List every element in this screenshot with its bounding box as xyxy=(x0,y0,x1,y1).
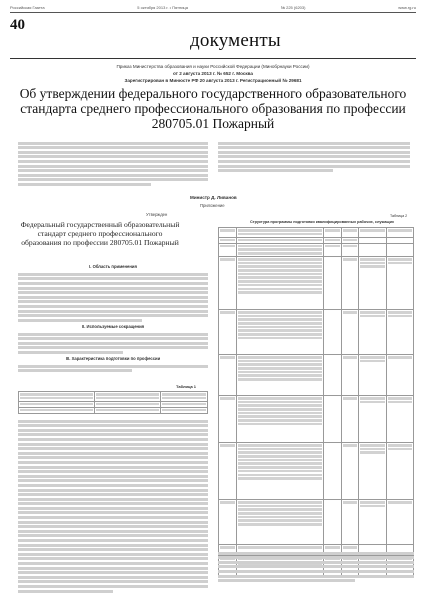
appendix-label: Приложение xyxy=(200,203,225,208)
document-headline: Об утверждении федерального государственного образовательного стандарта среднего профессионального образования по профессии 280705.01 Пожарный xyxy=(19,86,407,131)
right-column-lower xyxy=(218,550,414,584)
minister-signature: Министр Д. Ливанов xyxy=(190,195,237,200)
table-1 xyxy=(18,391,208,414)
section-heading-1: I. Область применения xyxy=(89,264,137,269)
preamble-right xyxy=(218,140,410,174)
signature-block xyxy=(190,195,237,201)
order-date: от 2 августа 2013 г. № 652 г. Москва xyxy=(172,71,253,76)
section-title: документы xyxy=(190,30,281,51)
table-1-caption: Таблица 1 xyxy=(176,384,197,389)
site-url: www.rg.ru xyxy=(398,4,416,10)
section-rule xyxy=(10,58,416,59)
standard-left-column xyxy=(18,262,208,374)
order-issuer: Приказ Министерства образования и науки Российской Федерации (Минобрнауки России) xyxy=(116,64,310,69)
page-number: 40 xyxy=(10,17,25,33)
table-2-note: Таблица 2 xyxy=(390,214,408,218)
structure-table xyxy=(218,227,414,577)
section-heading-3: III. Характеристика подготовки по профессии xyxy=(65,355,161,361)
approved-label: Утвержден xyxy=(146,212,168,217)
standard-left-column-lower xyxy=(18,418,208,594)
issue-number: № 225 (6203) xyxy=(280,4,306,10)
table-2-caption: Структура программы подготовки квалифицированных рабочих, служащих xyxy=(250,220,395,224)
newspaper-header xyxy=(10,3,416,11)
header-rule xyxy=(10,12,416,13)
newspaper-name: Российская Газета xyxy=(10,4,45,10)
order-meta xyxy=(80,63,346,84)
standard-title: Федеральный государственный образовательный стандарт среднего профессионального образования по профессии 280705.01 Пожарный xyxy=(20,220,180,247)
order-registration: Зарегистрирован в Минюсте РФ 20 августа 2013 г. Регистрационный № 29681 xyxy=(124,78,302,83)
preamble-left xyxy=(18,140,208,188)
issue-date: 5 октября 2013 г. • Пятница xyxy=(137,4,188,10)
section-heading-2: II. Используемые сокращения xyxy=(81,323,145,329)
